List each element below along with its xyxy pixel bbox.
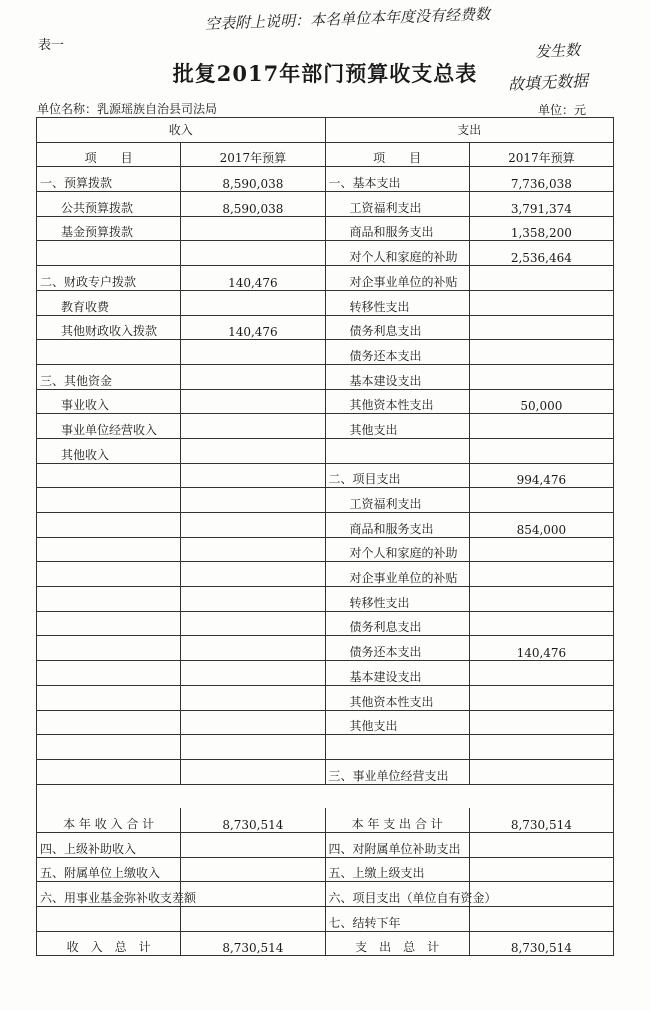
expense-item: 三、事业单位经营支出 xyxy=(325,759,469,784)
table-row xyxy=(37,710,614,735)
table-row xyxy=(37,438,614,463)
income-value xyxy=(181,241,325,266)
subtotal-row-income-label: 本 年 收 入 合 计 xyxy=(37,808,181,832)
table-row xyxy=(37,463,614,488)
table-row xyxy=(37,513,614,538)
expense-value xyxy=(469,562,613,587)
expense-value: 50,000 xyxy=(469,389,613,414)
total-row-expense-value: 8,730,514 xyxy=(469,931,613,956)
expense-value: 2,536,464 xyxy=(469,241,613,266)
expense-item: 债务还本支出 xyxy=(325,340,469,365)
income-item xyxy=(37,463,181,488)
income-item: 基金预算拨款 xyxy=(37,216,181,241)
expense-item: 商品和服务支出 xyxy=(325,513,469,538)
expense-value xyxy=(469,266,613,291)
table-row xyxy=(37,389,614,414)
expense-value xyxy=(469,685,613,710)
income-item xyxy=(37,241,181,266)
table-row xyxy=(37,216,614,241)
income-value xyxy=(181,735,325,760)
spacer-row xyxy=(37,784,614,808)
table-row xyxy=(37,537,614,562)
expense-item: 债务利息支出 xyxy=(325,315,469,340)
table-row xyxy=(37,364,614,389)
income-value xyxy=(181,438,325,463)
income-item: 公共预算拨款 xyxy=(37,192,181,217)
expense-value xyxy=(469,488,613,513)
table-row xyxy=(37,636,614,661)
expense-item: 四、对附属单位补助支出 xyxy=(325,832,469,857)
subtotal-row-expense-value: 8,730,514 xyxy=(469,808,613,832)
table-row xyxy=(37,611,614,636)
column-header-row xyxy=(37,142,614,167)
expense-item: 其他资本性支出 xyxy=(325,685,469,710)
income-item: 三、其他资金 xyxy=(37,364,181,389)
expense-value xyxy=(469,661,613,686)
table-row xyxy=(37,685,614,710)
income-value: 8,590,038 xyxy=(181,167,325,192)
table-row xyxy=(37,167,614,192)
income-value xyxy=(181,414,325,439)
income-value xyxy=(181,216,325,241)
total-row-income-value: 8,730,514 xyxy=(181,931,325,956)
subtotal-row xyxy=(37,808,614,832)
income-item xyxy=(37,907,181,932)
income-value xyxy=(181,488,325,513)
expense-item: 工资福利支出 xyxy=(325,488,469,513)
income-item: 一、预算拨款 xyxy=(37,167,181,192)
income-item: 六、用事业基金弥补收支差额 xyxy=(37,882,181,907)
subtotal-row-expense-label: 本 年 支 出 合 计 xyxy=(325,808,469,832)
income-value xyxy=(181,290,325,315)
expense-item: 对个人和家庭的补助 xyxy=(325,537,469,562)
table-row xyxy=(37,315,614,340)
budget-table xyxy=(36,117,614,956)
expense-item: 转移性支出 xyxy=(325,587,469,612)
expense-item: 六、项目支出（单位自有资金） xyxy=(325,882,469,907)
total-row-expense-label: 支 出 总 计 xyxy=(325,931,469,956)
expense-item: 一、基本支出 xyxy=(325,167,469,192)
expense-item xyxy=(325,438,469,463)
expense-value xyxy=(469,611,613,636)
income-value: 140,476 xyxy=(181,266,325,291)
income-item-header: 项 目 xyxy=(37,142,181,167)
income-value xyxy=(181,611,325,636)
expense-item: 基本建设支出 xyxy=(325,661,469,686)
income-value xyxy=(181,636,325,661)
income-item xyxy=(37,636,181,661)
table-row xyxy=(37,735,614,760)
table-row xyxy=(37,266,614,291)
expense-item: 五、上缴上级支出 xyxy=(325,857,469,882)
income-item xyxy=(37,685,181,710)
total-row-income-label: 收 入 总 计 xyxy=(37,931,181,956)
income-value xyxy=(181,882,325,907)
income-item: 事业单位经营收入 xyxy=(37,414,181,439)
expense-value xyxy=(469,537,613,562)
table-number: 表一 xyxy=(38,38,65,53)
income-budget-header: 2017年预算 xyxy=(181,142,325,167)
table-row xyxy=(37,882,614,907)
income-item xyxy=(37,611,181,636)
expense-value xyxy=(469,759,613,784)
income-item xyxy=(37,513,181,538)
table-row xyxy=(37,857,614,882)
spacer-cell xyxy=(37,784,614,808)
expense-item: 对个人和家庭的补助 xyxy=(325,241,469,266)
income-item: 其他收入 xyxy=(37,438,181,463)
subtotal-row-income-value: 8,730,514 xyxy=(181,808,325,832)
expense-value xyxy=(469,857,613,882)
income-item: 教育收费 xyxy=(37,290,181,315)
expense-header: 支出 xyxy=(325,118,614,143)
income-header: 收入 xyxy=(37,118,326,143)
expense-value xyxy=(469,735,613,760)
expense-value xyxy=(469,414,613,439)
expense-value xyxy=(469,438,613,463)
table-row xyxy=(37,488,614,513)
table-row xyxy=(37,241,614,266)
unit-name: 单位名称：乳源瑶族自治县司法局 xyxy=(37,102,218,116)
expense-value: 3,791,374 xyxy=(469,192,613,217)
income-item xyxy=(37,562,181,587)
income-value xyxy=(181,537,325,562)
income-value xyxy=(181,463,325,488)
table-row xyxy=(37,907,614,932)
expense-item: 债务还本支出 xyxy=(325,636,469,661)
income-value xyxy=(181,389,325,414)
income-value: 8,590,038 xyxy=(181,192,325,217)
expense-item-header: 项 目 xyxy=(325,142,469,167)
income-value xyxy=(181,364,325,389)
expense-value: 7,736,038 xyxy=(469,167,613,192)
income-value xyxy=(181,685,325,710)
income-value xyxy=(181,587,325,612)
income-value xyxy=(181,832,325,857)
income-value xyxy=(181,562,325,587)
expense-item: 工资福利支出 xyxy=(325,192,469,217)
expense-value xyxy=(469,290,613,315)
table-row xyxy=(37,192,614,217)
expense-item: 二、项目支出 xyxy=(325,463,469,488)
handwritten-note-line-3: 故填无数据 xyxy=(507,70,589,95)
expense-item: 商品和服务支出 xyxy=(325,216,469,241)
income-item: 二、财政专户拨款 xyxy=(37,266,181,291)
table-row xyxy=(37,562,614,587)
handwritten-note-line-2: 发生数 xyxy=(534,40,581,62)
expense-item: 其他支出 xyxy=(325,414,469,439)
income-value xyxy=(181,340,325,365)
expense-value xyxy=(469,710,613,735)
income-item xyxy=(37,759,181,784)
unit-label: 单位：元 xyxy=(538,103,587,117)
income-value xyxy=(181,661,325,686)
expense-item: 债务利息支出 xyxy=(325,611,469,636)
table-row xyxy=(37,414,614,439)
page-title: 批复2017年部门预算收支总表 xyxy=(172,61,478,86)
income-item xyxy=(37,661,181,686)
income-item xyxy=(37,735,181,760)
expense-value xyxy=(469,832,613,857)
table-row xyxy=(37,290,614,315)
income-item xyxy=(37,710,181,735)
income-item: 事业收入 xyxy=(37,389,181,414)
expense-value xyxy=(469,587,613,612)
table-row xyxy=(37,832,614,857)
expense-value: 854,000 xyxy=(469,513,613,538)
income-value xyxy=(181,513,325,538)
table-row xyxy=(37,759,614,784)
table-row xyxy=(37,661,614,686)
income-item: 五、附属单位上缴收入 xyxy=(37,857,181,882)
expense-item: 七、结转下年 xyxy=(325,907,469,932)
income-item: 四、上级补助收入 xyxy=(37,832,181,857)
income-value xyxy=(181,857,325,882)
income-item: 其他财政收入拨款 xyxy=(37,315,181,340)
expense-item: 对企事业单位的补贴 xyxy=(325,562,469,587)
table-row xyxy=(37,587,614,612)
total-row xyxy=(37,931,614,956)
section-header-row xyxy=(37,118,614,143)
income-value xyxy=(181,710,325,735)
expense-value: 994,476 xyxy=(469,463,613,488)
income-item xyxy=(37,488,181,513)
expense-item: 其他支出 xyxy=(325,710,469,735)
expense-item: 转移性支出 xyxy=(325,290,469,315)
expense-item: 其他资本性支出 xyxy=(325,389,469,414)
income-item xyxy=(37,537,181,562)
expense-item xyxy=(325,735,469,760)
expense-item: 基本建设支出 xyxy=(325,364,469,389)
income-value xyxy=(181,907,325,932)
expense-budget-header: 2017年预算 xyxy=(469,142,613,167)
expense-value xyxy=(469,340,613,365)
expense-value: 1,358,200 xyxy=(469,216,613,241)
expense-value xyxy=(469,364,613,389)
handwritten-note-line-1: 空表附上说明：本名单位本年度没有经费数 xyxy=(204,5,491,33)
expense-item: 对企事业单位的补贴 xyxy=(325,266,469,291)
income-value: 140,476 xyxy=(181,315,325,340)
income-item xyxy=(37,587,181,612)
expense-value xyxy=(469,315,613,340)
income-item xyxy=(37,340,181,365)
income-value xyxy=(181,759,325,784)
expense-value xyxy=(469,907,613,932)
expense-value: 140,476 xyxy=(469,636,613,661)
table-row xyxy=(37,340,614,365)
